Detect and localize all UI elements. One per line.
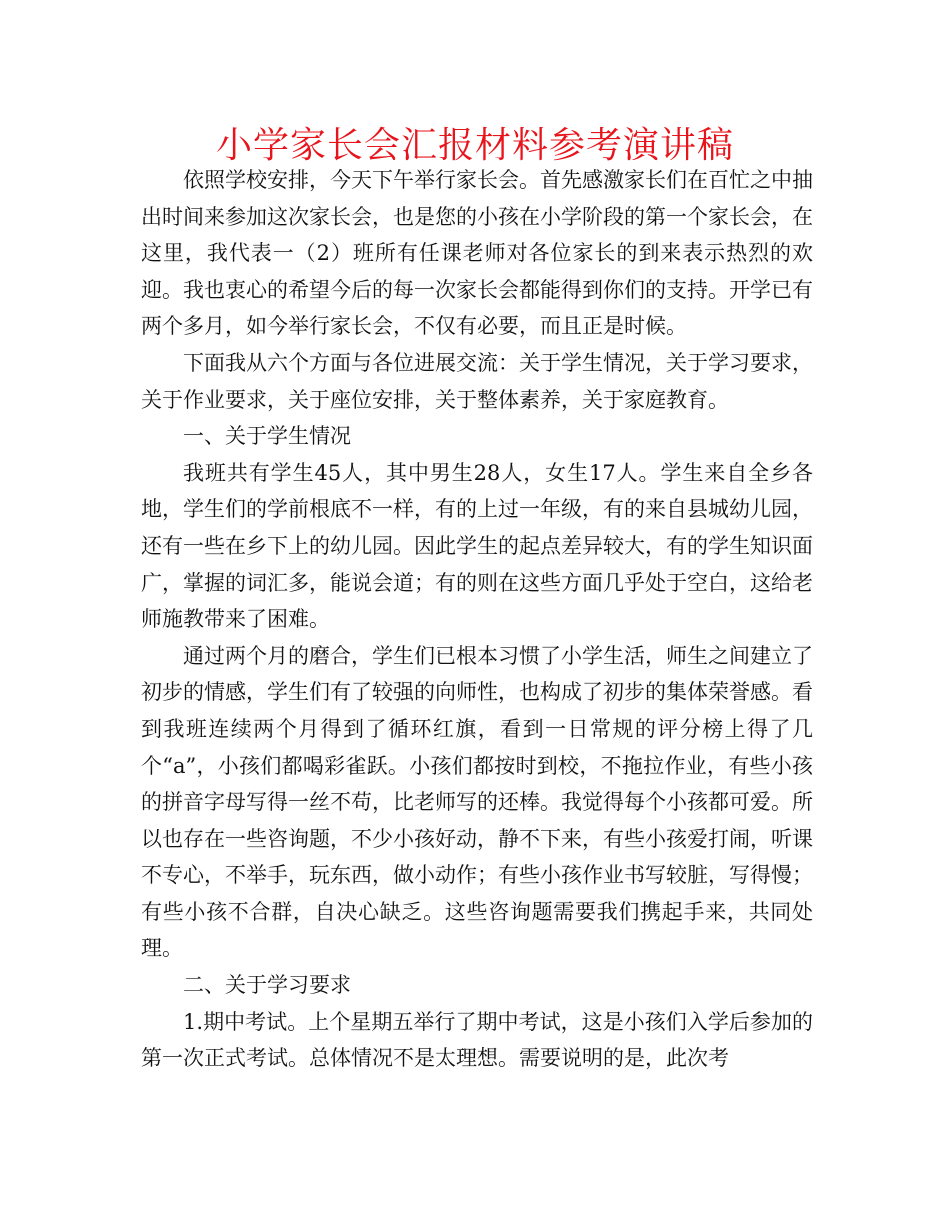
paragraph-intro: 依照学校安排，今天下午举行家长会。首先感激家长们在百忙之中抽出时间来参加这次家长会，也是您的小孩在小学阶段的第一个家长会，在这里，我代表一（2）班所有任课老师对各位家长的到来表示热烈的欢迎。我也衷心的希望今后的每一次家长会都能得到你们的支持。开学已有两个多月，如今举行家长会，不仅有必要，而且正是时候。	[141, 168, 813, 339]
document-body	[141, 162, 813, 1077]
document-title: 小学家长会汇报材料参考演讲稿	[215, 125, 734, 166]
paragraph-midterm: 1.期中考试。上个星期五举行了期中考试，这是小孩们入学后参加的第一次正式考试。总体情况不是太理想。需要说明的是，此次考	[141, 1009, 813, 1071]
paragraph-adaptation: 通过两个月的磨合，学生们已根本习惯了小学生活，师生之间建立了初步的情感，学生们有了较强的向师性，也构成了初步的集体荣誉感。看到我班连续两个月得到了循环红旗，看到一日常规的评分榜上得了几个“a”，小孩们都喝彩雀跃。小孩们都按时到校，不拖拉作业，有些小孩的拼音字母写得一丝不苟，比老师写的还棒。我觉得每个小孩都可爱。所以也存在一些咨询题，不少小孩好动，静不下来，有些小孩爱打闹，听课不专心，不举手，玩东西，做小动作；有些小孩作业书写较脏，写得慢；有些小孩不合群，自决心缺乏。这些咨询题需要我们携起手来，共同处理。	[141, 643, 813, 961]
paragraph-overview: 下面我从六个方面与各位进展交流：关于学生情况，关于学习要求，关于作业要求，关于座位安排，关于整体素养，关于家庭教育。	[141, 350, 813, 412]
section-heading-study: 二、关于学习要求	[183, 973, 351, 998]
paragraph-students: 我班共有学生45人，其中男生28人，女生17人。学生来自全乡各地，学生们的学前根底不一样，有的上过一年级，有的来自县城幼儿园，还有一些在乡下上的幼儿园。因此学生的起点差异较大，有的学生知识面广，掌握的词汇多，能说会道；有的则在这些方面几乎处于空白，这给老师施教带来了困难。	[141, 460, 813, 632]
section-heading-students: 一、关于学生情况	[183, 424, 351, 449]
